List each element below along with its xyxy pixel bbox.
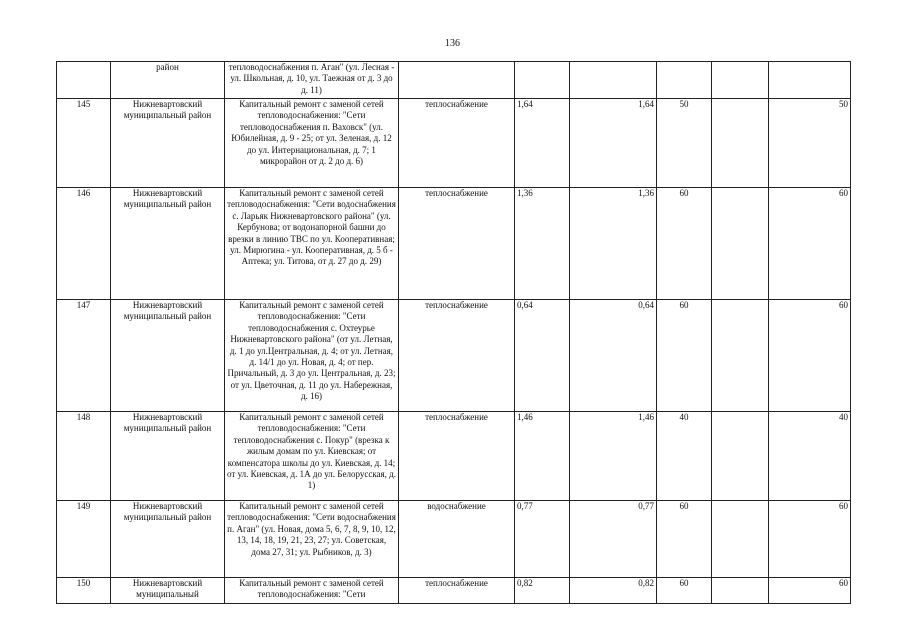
length-cell: 1,64 <box>515 99 570 188</box>
table-row <box>57 99 851 188</box>
object-description-cell: тепловодоснабжения п. Аган" (ул. Лесная - ул. Школьная, д. 10, ул. Таежная от д. 3 до д. 11) <box>225 62 399 99</box>
length-cell: 0,77 <box>515 501 570 578</box>
wear-total-cell <box>769 62 851 99</box>
municipality-cell: Нижневартовский муниципальный район <box>111 188 225 300</box>
length-total-cell: 1,64 <box>570 99 657 188</box>
empty-cell <box>712 62 769 99</box>
wear-total-cell: 60 <box>769 501 851 578</box>
projects-table <box>56 61 851 604</box>
empty-cell <box>712 501 769 578</box>
row-number: 149 <box>57 501 111 578</box>
wear-cell <box>657 62 712 99</box>
length-total-cell: 0,64 <box>570 300 657 412</box>
length-cell: 0,82 <box>515 578 570 604</box>
network-type-cell: теплоснабжение <box>399 578 515 604</box>
object-description-cell: Капитальный ремонт с заменой сетей тепловодоснабжения: "Сети тепловодоснабжения с. Покур" (врезка к жилым домам по ул. Киевская; от компенсатора школы до ул. Киевская, д. 14; от ул. Киевская, д. 1А до ул. Белорусская, д. 1) <box>225 412 399 501</box>
object-description-cell: Капитальный ремонт с заменой сетей тепловодоснабжения: "Сети тепловодоснабжения с. Охтеурье Нижневартовского района" (от ул. Летная, д. 1 до ул.Центральная, д. 4; от ул. Летная, д. 14/1 до ул. Новая, д. 4; от пер. Причальный, д. 3 до ул. Центральная, д. 23; от ул. Цветочная, д. 11 до ул. Набережная, д. 16) <box>225 300 399 412</box>
length-total-cell: 0,77 <box>570 501 657 578</box>
length-cell <box>515 62 570 99</box>
object-description-cell: Капитальный ремонт с заменой сетей тепловодоснабжения: "Сети водоснабжения п. Аган" (ул. Новая, дома 5, 6, 7, 8, 9, 10, 12, 13, 14, 18, 19, 21, 23, 27; ул. Советская, дома 27, 31; ул. Рыбников, д. 3) <box>225 501 399 578</box>
network-type-cell: теплоснабжение <box>399 412 515 501</box>
empty-cell <box>712 412 769 501</box>
row-number: 146 <box>57 188 111 300</box>
table-row <box>57 501 851 578</box>
empty-cell <box>712 99 769 188</box>
page-number: 136 <box>445 38 460 49</box>
wear-total-cell: 40 <box>769 412 851 501</box>
object-description-cell: Капитальный ремонт с заменой сетей тепловодоснабжения: "Сети <box>225 578 399 604</box>
wear-cell: 60 <box>657 501 712 578</box>
wear-cell: 50 <box>657 99 712 188</box>
object-description-cell: Капитальный ремонт с заменой сетей тепловодоснабжения: "Сети водоснабжения с. Ларьяк Нижневартовского района" (ул. Кербунова; от водонапорной башни до врезки в линию ТВС по ул. Кооперативная; ул. Мирюгина - ул. Кооперативная, д. 5 б - Аптека; ул. Титова, от д. 27 до д. 29) <box>225 188 399 300</box>
wear-cell: 60 <box>657 578 712 604</box>
wear-total-cell: 60 <box>769 300 851 412</box>
wear-cell: 60 <box>657 188 712 300</box>
municipality-cell: Нижневартовский муниципальный район <box>111 300 225 412</box>
length-cell: 1,46 <box>515 412 570 501</box>
network-type-cell: теплоснабжение <box>399 99 515 188</box>
length-total-cell: 1,36 <box>570 188 657 300</box>
network-type-cell: водоснабжение <box>399 501 515 578</box>
wear-cell: 60 <box>657 300 712 412</box>
length-cell: 0,64 <box>515 300 570 412</box>
municipality-cell: Нижневартовский муниципальный район <box>111 99 225 188</box>
network-type-cell: теплоснабжение <box>399 300 515 412</box>
row-number: 147 <box>57 300 111 412</box>
length-total-cell: 0,82 <box>570 578 657 604</box>
table-row <box>57 188 851 300</box>
row-number <box>57 62 111 99</box>
network-type-cell: теплоснабжение <box>399 188 515 300</box>
wear-cell: 40 <box>657 412 712 501</box>
wear-total-cell: 50 <box>769 99 851 188</box>
municipality-cell: Нижневартовский муниципальный район <box>111 412 225 501</box>
length-total-cell <box>570 62 657 99</box>
row-number: 145 <box>57 99 111 188</box>
table-row <box>57 578 851 604</box>
table-row <box>57 62 851 99</box>
network-type-cell <box>399 62 515 99</box>
municipality-cell: Нижневартовский муниципальный <box>111 578 225 604</box>
empty-cell <box>712 188 769 300</box>
row-number: 150 <box>57 578 111 604</box>
row-number: 148 <box>57 412 111 501</box>
municipality-cell: район <box>111 62 225 99</box>
municipality-cell: Нижневартовский муниципальный район <box>111 501 225 578</box>
table-row <box>57 412 851 501</box>
wear-total-cell: 60 <box>769 188 851 300</box>
object-description-cell: Капитальный ремонт с заменой сетей тепловодоснабжения: "Сети тепловодоснабжения п. Ваховск" (ул. Юбилейная, д. 9 - 25; от ул. Зеленая, д. 12 до ул. Интернациональная, д. 7; 1 микрорайон от д. 2 до д. 6) <box>225 99 399 188</box>
empty-cell <box>712 578 769 604</box>
wear-total-cell: 60 <box>769 578 851 604</box>
length-total-cell: 1,46 <box>570 412 657 501</box>
table-row <box>57 300 851 412</box>
empty-cell <box>712 300 769 412</box>
length-cell: 1,36 <box>515 188 570 300</box>
